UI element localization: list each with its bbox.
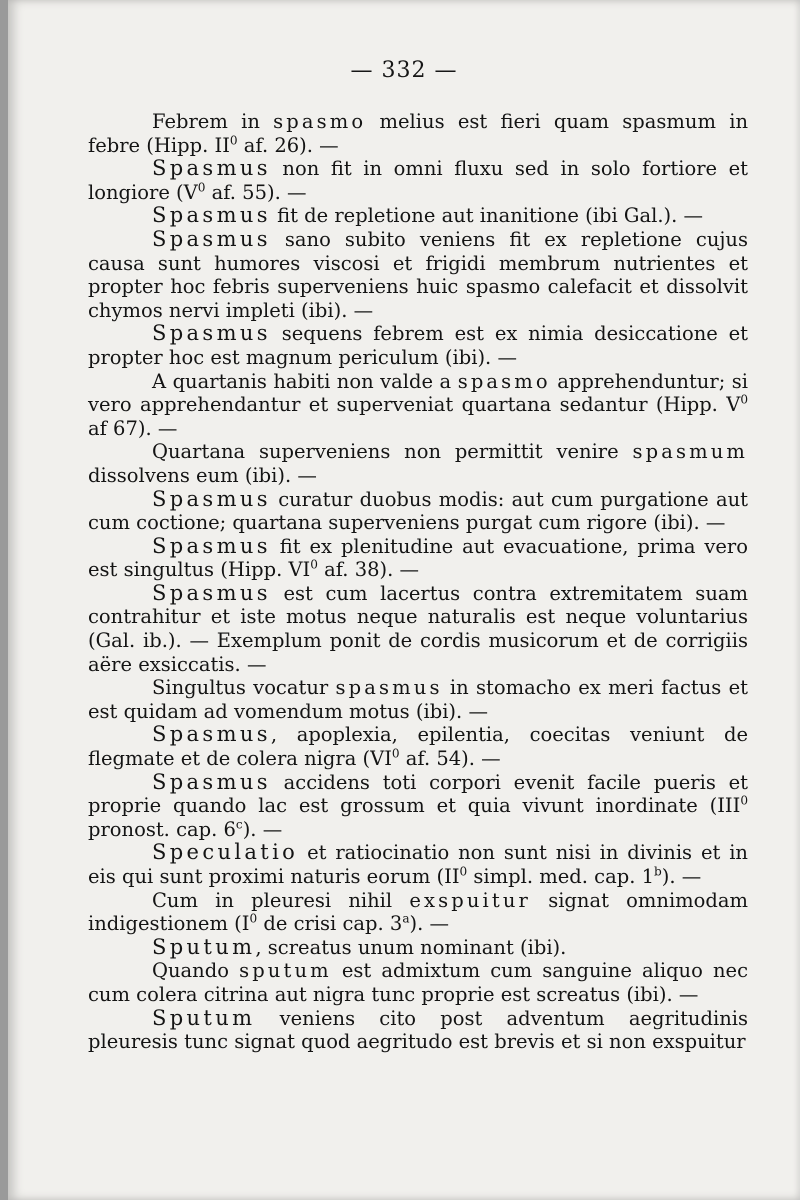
text-run: , screatus unum nominant (ibi). [255,935,567,959]
text-run: pronost. cap. 6 [88,817,236,841]
text-run: signat omnimodam indigestionem (I [88,888,749,936]
spaced-term: Spasmus [152,226,271,251]
spaced-term: Spasmus [152,321,271,346]
paragraph [88,771,748,842]
text-run: , apoplexia, epilentia, coecitas veniunt de flegmate et de colera nigra (VI [88,723,748,771]
text-run: A quartanis habiti non valde a [152,369,458,393]
spaced-term: spasmum [632,440,748,464]
text-run: apprehenduntur; si vero apprehendantur et superveniat quartana sedantur (Hipp. V [88,369,749,417]
paragraph [88,488,748,535]
superscript: 0 [249,911,258,926]
text-run: in stomacho ex meri factus et est quidam ad vomendum motus (ibi). — [88,676,748,723]
superscript: b [654,864,662,879]
page-number: — 332 — [350,58,458,83]
text-run: melius est fieri quam spasmum in febre (Hipp. II [88,110,749,157]
superscript: c [235,817,243,832]
spaced-term: Spasmus [152,203,271,228]
spaced-term: Spasmus [152,580,271,605]
paragraph [88,535,748,582]
superscript: 0 [310,557,318,572]
spaced-term: Sputum [152,934,256,959]
paragraph [88,322,748,369]
superscript: 0 [459,864,468,879]
text-run: fit de repletione aut inanitione (ibi Gal.). — [270,204,704,228]
text-run: de crisi cap. 3 [257,912,403,936]
text-run: et ratiocinatio non sunt nisi in divinis et in eis qui sunt proximi naturis eorum (II [88,841,748,888]
paragraph [88,936,748,960]
spaced-term: sputum [239,959,332,983]
superscript: 0 [197,180,206,195]
text-run: Singultus vocatur [152,676,336,700]
text-run: est cum lacertus contra extremitatem suam contrahitur et iste motus neque naturalis est neque voluntarius (Gal. ib.). — Exemplum ponit de cordis musicorum et de corrigiis aëre exsiccatis. — [88,581,748,676]
spaced-term: Spasmus [152,722,271,747]
text-run: Febrem in [152,110,274,133]
paragraph [88,110,748,157]
spaced-term: Speculatio [152,840,299,865]
spaced-term: Spasmus [152,533,271,558]
paragraph [88,959,748,1006]
page-body-text [88,110,748,1054]
paragraph [88,1007,748,1054]
text-run: ). — [661,865,702,888]
text-run: est admixtum cum sanguine aliquo nec cum colera citrina aut nigra tunc proprie est screatus (ibi). — [88,959,748,1006]
spaced-term: exspuitur [409,888,531,912]
paragraph [88,676,748,723]
text-run: ). — [242,817,283,841]
paragraph [88,157,748,204]
text-run: af. 54). — [399,747,501,771]
superscript: 0 [740,793,748,808]
paragraph [88,582,748,676]
text-run: fit ex plenitudine aut evacuatione, prima vero est singultus (Hipp. VI [88,534,748,582]
text-run: simpl. med. cap. 1 [467,865,655,888]
paragraph [88,440,748,487]
spaced-term: spasmo [273,110,367,133]
superscript: a [402,911,410,926]
text-run: curatur duobus modis: aut cum purgatione aut cum coctione; quartana superveniens purgat cum rigore (ibi). — [88,487,748,535]
text-run: af. 55). — [205,180,307,204]
spaced-term: spasmo [457,369,551,393]
paragraph [88,723,748,770]
spaced-term: Spasmus [152,156,271,181]
text-run: ). — [409,912,450,936]
text-run: sano subito veniens fit ex repletione cujus causa sunt humores viscosi et frigidi membrum nutrientes et propter hoc febris superveniens huic spasmo calefacit et dissolvit chymos nervi impleti (ibi). — [88,227,748,322]
spaced-term: Sputum [152,1005,256,1030]
spaced-term: Spasmus [152,769,271,794]
spaced-term: spasmus [335,676,443,700]
paragraph [88,204,748,228]
text-run: af. 26). — [237,133,339,157]
spaced-term: Spasmus [152,486,271,511]
text-run: sequens febrem est ex nimia desiccatione et propter hoc est magnum periculum (ibi). — [88,322,748,369]
superscript: 0 [740,392,748,407]
paragraph [88,370,748,441]
text-run: Quando [152,959,240,983]
paragraph [88,889,748,936]
superscript: 0 [229,133,238,148]
paragraph [88,841,748,888]
text-run: af. 38). — [317,558,420,582]
text-run: accidens toti corpori evenit facile pueris et proprie quando lac est grossum et quia vivunt inordinate (III [88,770,748,818]
text-run: Quartana superveniens non permittit venire [152,440,633,464]
text-run: Cum in pleuresi nihil [152,888,410,912]
text-run: dissolvens eum (ibi). — [88,463,317,487]
text-run: af 67). — [88,416,178,440]
paragraph [88,228,748,322]
book-page [8,0,800,1200]
superscript: 0 [391,746,400,761]
text-run: non fit in omni fluxu sed in solo fortiore et longiore (V [88,157,748,204]
text-run: veniens cito post adventum aegritudinis pleuresis tunc signat quod aegritudo est brevis et si non exspuitur [88,1006,748,1054]
